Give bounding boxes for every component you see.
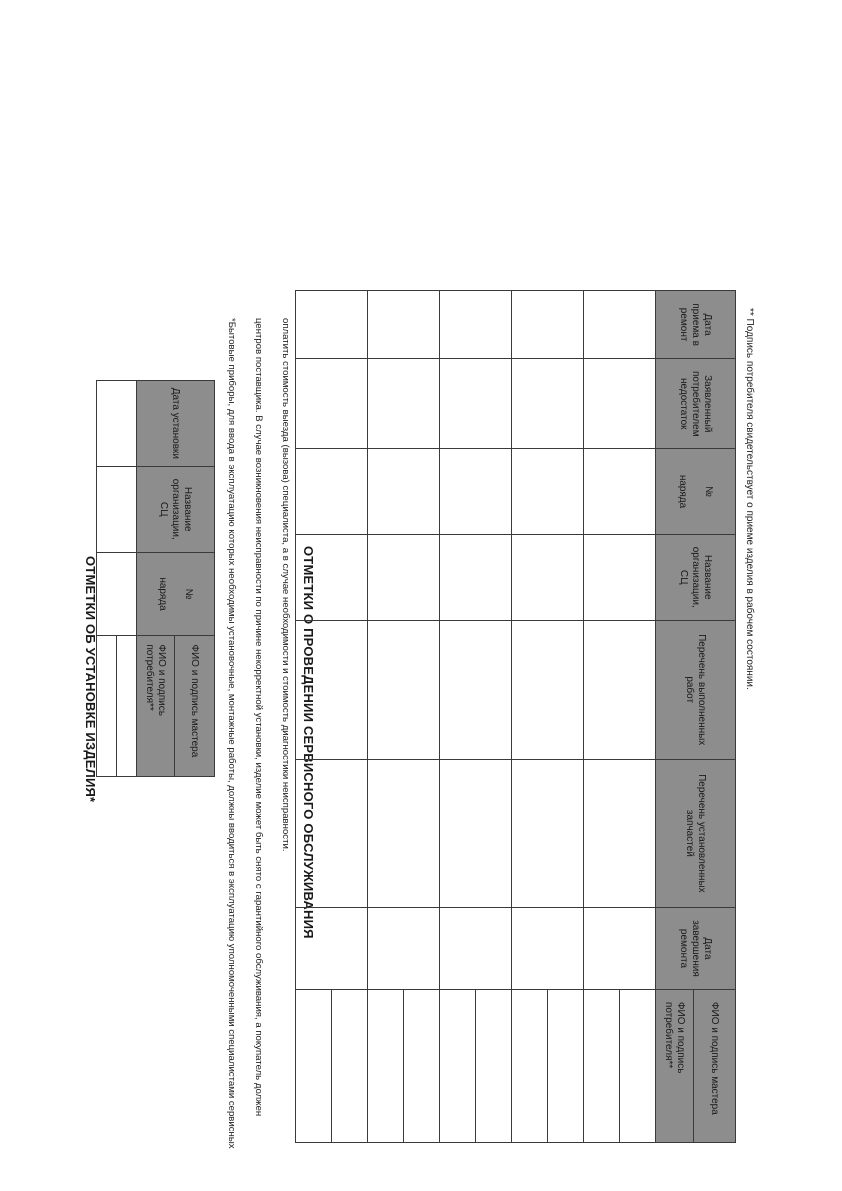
service-cell-parts[interactable] [368,759,440,907]
service-col-master: ФИО и подпись мастера [694,989,736,1142]
install-cell-org[interactable] [97,466,137,552]
service-cell-finish[interactable] [512,908,584,990]
service-col-receive: Дата приема в ремонт [656,291,736,359]
service-cell-master[interactable] [476,989,512,1142]
service-col-org: Название организации, СЦ [656,534,736,620]
service-cell-finish[interactable] [584,908,656,990]
service-cell-finish[interactable] [440,908,512,990]
install-cell-consumer[interactable] [97,636,117,777]
service-cell-org[interactable] [296,534,368,620]
install-col-number-sign: № [183,588,195,600]
service-cell-consumer[interactable] [512,989,548,1142]
install-col-date: Дата установки [137,381,215,467]
service-cell-number[interactable] [440,449,512,534]
install-col-consumer: ФИО и подпись потребителя** [137,636,175,777]
service-row [404,291,440,1143]
service-cell-number[interactable] [512,449,584,534]
service-cell-defect[interactable] [296,359,368,449]
service-col-defect: Заявленный потребителем недостаток [656,359,736,449]
service-cell-consumer[interactable] [296,989,332,1142]
service-cell-finish[interactable] [368,908,440,990]
service-cell-org[interactable] [512,534,584,620]
install-table [96,380,215,777]
service-cell-master[interactable] [404,989,440,1142]
consumer-signature-note: ** Подпись потребителя свидетельствует о приеме изделия в рабочем состоянии. [744,308,755,690]
service-cell-parts[interactable] [440,759,512,907]
install-footnote-line1: *Бытовые приборы, для ввода в эксплуатацию которых необходимы установочные, монтажные работы, должны вводиться в эксплуатацию уполномоченными специалистами сервисных [226,318,237,1149]
service-cell-parts[interactable] [296,759,368,907]
service-col-number [656,449,736,534]
install-cell-date[interactable] [97,381,137,467]
service-cell-receive[interactable] [296,291,368,359]
service-cell-org[interactable] [368,534,440,620]
service-col-number-sign: № [703,486,715,497]
service-cell-defect[interactable] [368,359,440,449]
service-cell-parts[interactable] [584,759,656,907]
service-cell-master[interactable] [620,989,656,1142]
service-cell-receive[interactable] [368,291,440,359]
service-col-finish: Дата завершения ремонта [656,908,736,990]
service-row [476,291,512,1143]
service-cell-defect[interactable] [440,359,512,449]
service-col-consumer: ФИО и подпись потребителя** [656,989,694,1142]
service-row [620,291,656,1143]
install-col-number-label: наряда [157,577,169,611]
service-cell-receive[interactable] [584,291,656,359]
service-title: ОТМЕТКИ О ПРОВЕДЕНИИ СЕРВИСНОГО ОБСЛУЖИВАНИЯ [301,546,316,939]
service-cell-number[interactable] [296,449,368,534]
service-cell-receive[interactable] [512,291,584,359]
install-cell-master[interactable] [117,636,137,777]
install-col-master: ФИО и подпись мастера [175,636,215,777]
service-cell-works[interactable] [440,620,512,759]
service-cell-works[interactable] [296,620,368,759]
service-cell-consumer[interactable] [584,989,620,1142]
service-row [332,291,368,1143]
service-col-number-label: наряда [677,474,689,509]
service-cell-works[interactable] [368,620,440,759]
service-cell-consumer[interactable] [368,989,404,1142]
service-cell-consumer[interactable] [440,989,476,1142]
install-cell-number[interactable] [97,552,137,636]
install-footnote-line3: оплатить стоимость выезда (вызова) специалиста, а в случае необходимости и стоимость диагностики неисправности. [280,318,291,852]
service-table [295,290,736,1143]
install-title: ОТМЕТКИ ОБ УСТАНОВКЕ ИЗДЕЛИЯ* [83,556,98,803]
service-cell-finish[interactable] [296,908,368,990]
service-cell-org[interactable] [440,534,512,620]
service-cell-master[interactable] [548,989,584,1142]
service-cell-org[interactable] [584,534,656,620]
service-cell-parts[interactable] [512,759,584,907]
service-cell-defect[interactable] [512,359,584,449]
service-col-works: Перечень выполненных работ [656,620,736,759]
service-cell-works[interactable] [584,620,656,759]
service-cell-number[interactable] [368,449,440,534]
service-cell-works[interactable] [512,620,584,759]
service-cell-master[interactable] [332,989,368,1142]
install-footnote-line2: центров поставщика. В случае возникновения неисправности по причине некорректной установки, изделие может быть снято с гарантийного обслуживания, а покупатель должен [253,318,264,1117]
service-row [548,291,584,1143]
install-col-number [137,552,215,636]
service-cell-number[interactable] [584,449,656,534]
service-cell-defect[interactable] [584,359,656,449]
install-col-org: Название организации, СЦ [137,466,215,552]
service-col-parts: Перечень установленных запчастей [656,759,736,907]
service-cell-receive[interactable] [440,291,512,359]
